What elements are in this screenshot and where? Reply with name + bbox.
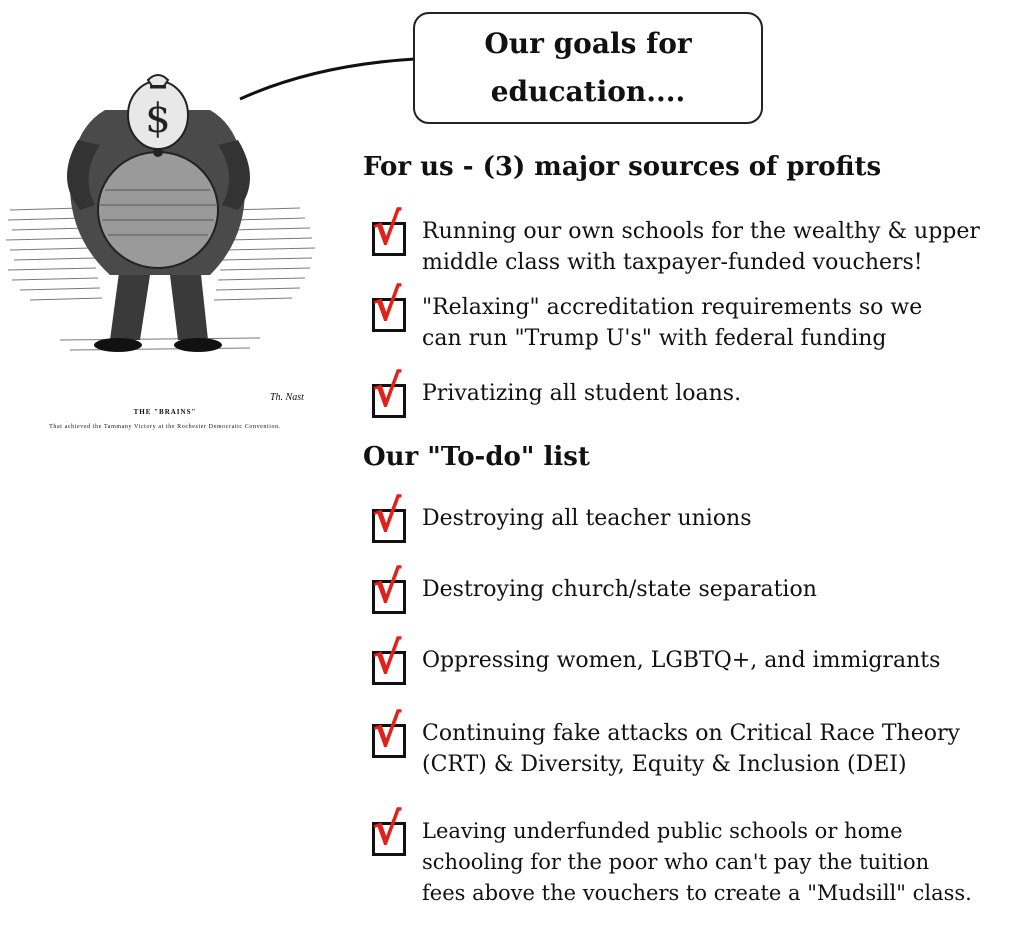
- dollar-sign-icon: $: [145, 96, 171, 142]
- profit-item-text: [422, 378, 741, 409]
- checkmark-icon: √: [372, 633, 402, 684]
- item-line: fees above the vouchers to create a "Mudsill" class.: [422, 881, 972, 905]
- item-line: Privatizing all student loans.: [422, 381, 742, 406]
- item-line: Running our own schools for the wealthy & upper: [422, 219, 980, 244]
- item-line: can run "Trump U's" with federal funding: [422, 326, 887, 351]
- speech-pointer: [235, 55, 420, 105]
- checkmark-icon: √: [372, 562, 402, 613]
- checkmark-icon: √: [372, 804, 402, 855]
- item-line: "Relaxing" accreditation requirements so we: [422, 295, 923, 320]
- profit-item-text: [422, 216, 980, 278]
- checkmark-icon: √: [372, 706, 402, 757]
- todo-item-text: [422, 574, 817, 605]
- item-line: Leaving underfunded public schools or home: [422, 819, 903, 843]
- item-line: middle class with taxpayer-funded vouchers!: [422, 250, 923, 275]
- item-line: (CRT) & Diversity, Equity & Inclusion (DEI): [422, 752, 907, 777]
- todo-item-text: [422, 718, 960, 780]
- profit-item-text: [422, 292, 922, 354]
- profits-heading: For us - (3) major sources of profits: [363, 152, 882, 182]
- checkmark-icon: √: [372, 366, 402, 417]
- todo-item-text: [422, 503, 752, 534]
- item-line: schooling for the poor who can't pay the tuition: [422, 850, 930, 874]
- bubble-line-2: education....: [490, 75, 686, 108]
- item-line: Destroying all teacher unions: [422, 506, 752, 531]
- item-line: Continuing fake attacks on Critical Race Theory: [422, 721, 960, 746]
- todo-heading: Our "To-do" list: [363, 442, 590, 472]
- item-line: Destroying church/state separation: [422, 577, 817, 602]
- checkmark-icon: √: [372, 204, 402, 255]
- caption-subtitle: That achieved the Tammany Victory at the Rochester Democratic Convention.: [49, 424, 281, 430]
- bubble-line-1: Our goals for: [484, 27, 692, 60]
- speech-bubble: [413, 12, 763, 124]
- checkmark-icon: √: [372, 491, 402, 542]
- todo-item-text: [422, 816, 972, 909]
- todo-item-text: [422, 645, 940, 676]
- item-line: Oppressing women, LGBTQ+, and immigrants: [422, 648, 941, 673]
- caption-title: THE "BRAINS": [133, 408, 197, 416]
- checkmark-icon: √: [372, 280, 402, 331]
- artist-signature: Th. Nast: [270, 392, 304, 403]
